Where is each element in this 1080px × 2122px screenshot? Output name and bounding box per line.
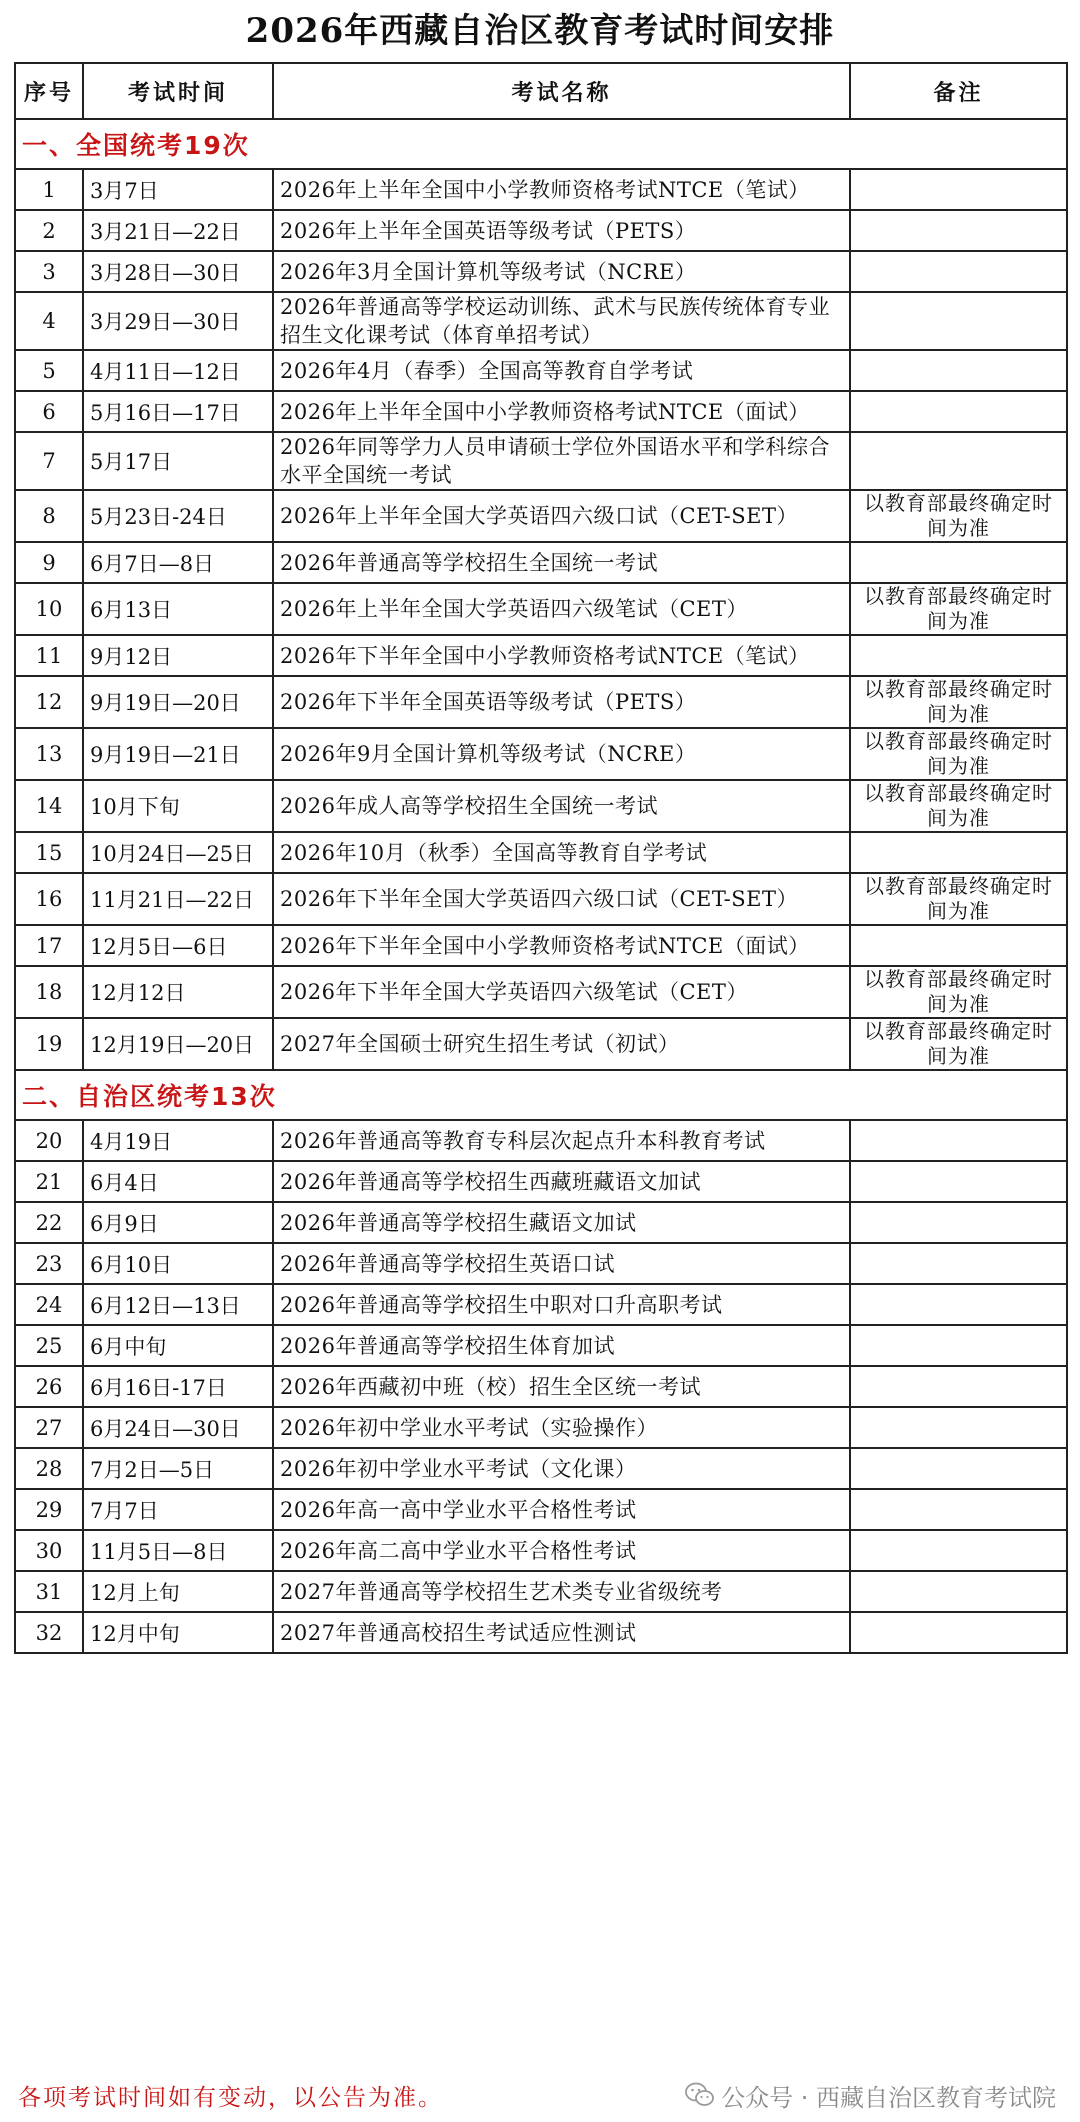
- footer: [14, 2074, 1066, 2116]
- row-no: 11: [15, 635, 83, 676]
- row-date: 12月上旬: [83, 1571, 273, 1612]
- row-note: [850, 251, 1067, 292]
- row-note: [850, 1120, 1067, 1161]
- row-name: 2026年高一高中学业水平合格性考试: [273, 1489, 850, 1530]
- table-row: [15, 350, 1067, 391]
- table-row: [15, 1612, 1067, 1653]
- row-date: 6月12日—13日: [83, 1284, 273, 1325]
- row-note: [850, 1407, 1067, 1448]
- table-row: [15, 1366, 1067, 1407]
- row-no: 21: [15, 1161, 83, 1202]
- row-date: 5月17日: [83, 432, 273, 490]
- row-note: [850, 832, 1067, 873]
- wechat-icon: [685, 2082, 715, 2108]
- row-no: 19: [15, 1018, 83, 1070]
- header-note: 备注: [850, 63, 1067, 119]
- row-no: 18: [15, 966, 83, 1018]
- row-note: [850, 432, 1067, 490]
- row-name: 2026年下半年全国中小学教师资格考试NTCE（笔试）: [273, 635, 850, 676]
- table-row: [15, 1202, 1067, 1243]
- exam-schedule-table: [14, 62, 1068, 1654]
- row-name: 2026年普通高等学校招生英语口试: [273, 1243, 850, 1284]
- table-row: [15, 1530, 1067, 1571]
- row-note: [850, 1530, 1067, 1571]
- row-note: [850, 1284, 1067, 1325]
- row-date: 6月中旬: [83, 1325, 273, 1366]
- row-date: 3月7日: [83, 169, 273, 210]
- row-no: 7: [15, 432, 83, 490]
- row-note: [850, 292, 1067, 350]
- watermark-text: 公众号 · 西藏自治区教育考试院: [721, 2083, 1056, 2112]
- row-date: 6月10日: [83, 1243, 273, 1284]
- section-title: 二、自治区统考13次: [15, 1070, 1067, 1120]
- row-date: 12月19日—20日: [83, 1018, 273, 1070]
- row-name: 2026年普通高等学校运动训练、武术与民族传统体育专业招生文化课考试（体育单招考试）: [273, 292, 850, 350]
- row-date: 3月28日—30日: [83, 251, 273, 292]
- row-note: 以教育部最终确定时间为准: [850, 676, 1067, 728]
- row-name: 2026年上半年全国大学英语四六级笔试（CET）: [273, 583, 850, 635]
- row-date: 4月11日—12日: [83, 350, 273, 391]
- table-header-row: [15, 63, 1067, 119]
- table-row: [15, 780, 1067, 832]
- row-no: 20: [15, 1120, 83, 1161]
- row-no: 13: [15, 728, 83, 780]
- row-name: 2026年初中学业水平考试（文化课）: [273, 1448, 850, 1489]
- row-note: [850, 635, 1067, 676]
- row-no: 6: [15, 391, 83, 432]
- row-date: 12月中旬: [83, 1612, 273, 1653]
- row-no: 3: [15, 251, 83, 292]
- header-date: 考试时间: [83, 63, 273, 119]
- row-date: 6月7日—8日: [83, 542, 273, 583]
- table-row: [15, 832, 1067, 873]
- row-no: 2: [15, 210, 83, 251]
- row-note: [850, 1489, 1067, 1530]
- row-name: 2026年高二高中学业水平合格性考试: [273, 1530, 850, 1571]
- table-row: [15, 873, 1067, 925]
- row-date: 9月19日—21日: [83, 728, 273, 780]
- table-row: [15, 169, 1067, 210]
- row-note: 以教育部最终确定时间为准: [850, 873, 1067, 925]
- row-name: 2026年下半年全国大学英语四六级口试（CET-SET）: [273, 873, 850, 925]
- table-row: [15, 966, 1067, 1018]
- row-note: [850, 1366, 1067, 1407]
- row-note: [850, 1202, 1067, 1243]
- row-name: 2026年上半年全国英语等级考试（PETS）: [273, 210, 850, 251]
- row-no: 32: [15, 1612, 83, 1653]
- row-name: 2026年上半年全国大学英语四六级口试（CET-SET）: [273, 490, 850, 542]
- row-date: 3月21日—22日: [83, 210, 273, 251]
- row-no: 24: [15, 1284, 83, 1325]
- row-name: 2026年3月全国计算机等级考试（NCRE）: [273, 251, 850, 292]
- table-row: [15, 210, 1067, 251]
- row-name: 2026年普通高等学校招生全国统一考试: [273, 542, 850, 583]
- row-no: 15: [15, 832, 83, 873]
- row-note: 以教育部最终确定时间为准: [850, 728, 1067, 780]
- section-header-row: [15, 1070, 1067, 1120]
- row-name: 2026年普通高等学校招生中职对口升高职考试: [273, 1284, 850, 1325]
- row-no: 9: [15, 542, 83, 583]
- table-row: [15, 635, 1067, 676]
- row-name: 2026年上半年全国中小学教师资格考试NTCE（面试）: [273, 391, 850, 432]
- row-note: [850, 169, 1067, 210]
- row-name: 2026年西藏初中班（校）招生全区统一考试: [273, 1366, 850, 1407]
- table-row: [15, 490, 1067, 542]
- row-name: 2026年普通高等教育专科层次起点升本科教育考试: [273, 1120, 850, 1161]
- row-no: 5: [15, 350, 83, 391]
- row-name: 2026年9月全国计算机等级考试（NCRE）: [273, 728, 850, 780]
- row-date: 3月29日—30日: [83, 292, 273, 350]
- row-note: [850, 1161, 1067, 1202]
- row-note: 以教育部最终确定时间为准: [850, 583, 1067, 635]
- row-date: 7月7日: [83, 1489, 273, 1530]
- table-row: [15, 432, 1067, 490]
- row-name: 2026年同等学力人员申请硕士学位外国语水平和学科综合水平全国统一考试: [273, 432, 850, 490]
- table-row: [15, 1448, 1067, 1489]
- table-row: [15, 1571, 1067, 1612]
- row-note: 以教育部最终确定时间为准: [850, 490, 1067, 542]
- row-note: [850, 210, 1067, 251]
- row-date: 12月12日: [83, 966, 273, 1018]
- row-no: 27: [15, 1407, 83, 1448]
- row-note: [850, 1243, 1067, 1284]
- row-name: 2027年普通高校招生考试适应性测试: [273, 1612, 850, 1653]
- row-no: 28: [15, 1448, 83, 1489]
- row-no: 16: [15, 873, 83, 925]
- row-date: 5月16日—17日: [83, 391, 273, 432]
- row-name: 2026年下半年全国中小学教师资格考试NTCE（面试）: [273, 925, 850, 966]
- row-note: [850, 1325, 1067, 1366]
- row-date: 6月4日: [83, 1161, 273, 1202]
- row-note: [850, 1448, 1067, 1489]
- table-row: [15, 391, 1067, 432]
- table-row: [15, 1243, 1067, 1284]
- footer-note: 各项考试时间如有变动，以公告为准。: [18, 2084, 443, 2111]
- row-note: 以教育部最终确定时间为准: [850, 966, 1067, 1018]
- row-date: 11月5日—8日: [83, 1530, 273, 1571]
- table-row: [15, 542, 1067, 583]
- header-no: 序号: [15, 63, 83, 119]
- row-name: 2026年下半年全国大学英语四六级笔试（CET）: [273, 966, 850, 1018]
- row-no: 10: [15, 583, 83, 635]
- row-note: [850, 350, 1067, 391]
- table-row: [15, 251, 1067, 292]
- row-no: 4: [15, 292, 83, 350]
- page-title: 2026年西藏自治区教育考试时间安排: [245, 11, 835, 51]
- row-name: 2026年下半年全国英语等级考试（PETS）: [273, 676, 850, 728]
- row-date: 9月12日: [83, 635, 273, 676]
- row-no: 29: [15, 1489, 83, 1530]
- row-name: 2027年全国硕士研究生招生考试（初试）: [273, 1018, 850, 1070]
- row-no: 31: [15, 1571, 83, 1612]
- table-row: [15, 1018, 1067, 1070]
- row-date: 6月16日-17日: [83, 1366, 273, 1407]
- table-row: [15, 1489, 1067, 1530]
- row-name: 2026年4月（春季）全国高等教育自学考试: [273, 350, 850, 391]
- row-name: 2026年初中学业水平考试（实验操作）: [273, 1407, 850, 1448]
- row-no: 25: [15, 1325, 83, 1366]
- row-note: [850, 925, 1067, 966]
- table-row: [15, 1325, 1067, 1366]
- row-note: [850, 1571, 1067, 1612]
- row-name: 2026年10月（秋季）全国高等教育自学考试: [273, 832, 850, 873]
- row-note: [850, 542, 1067, 583]
- table-row: [15, 925, 1067, 966]
- row-name: 2026年普通高等学校招生西藏班藏语文加试: [273, 1161, 850, 1202]
- section-title: 一、全国统考19次: [15, 119, 1067, 169]
- row-date: 10月下旬: [83, 780, 273, 832]
- section-header-row: [15, 119, 1067, 169]
- row-date: 4月19日: [83, 1120, 273, 1161]
- row-date: 12月5日—6日: [83, 925, 273, 966]
- table-row: [15, 1284, 1067, 1325]
- row-name: 2026年上半年全国中小学教师资格考试NTCE（笔试）: [273, 169, 850, 210]
- watermark: [685, 2078, 1066, 2113]
- row-date: 10月24日—25日: [83, 832, 273, 873]
- table-row: [15, 676, 1067, 728]
- row-no: 12: [15, 676, 83, 728]
- row-no: 22: [15, 1202, 83, 1243]
- row-date: 7月2日—5日: [83, 1448, 273, 1489]
- row-note: 以教育部最终确定时间为准: [850, 1018, 1067, 1070]
- row-no: 1: [15, 169, 83, 210]
- row-note: 以教育部最终确定时间为准: [850, 780, 1067, 832]
- row-date: 9月19日—20日: [83, 676, 273, 728]
- row-date: 6月13日: [83, 583, 273, 635]
- row-date: 6月9日: [83, 1202, 273, 1243]
- header-name: 考试名称: [273, 63, 850, 119]
- row-date: 11月21日—22日: [83, 873, 273, 925]
- row-no: 17: [15, 925, 83, 966]
- table-row: [15, 728, 1067, 780]
- row-no: 23: [15, 1243, 83, 1284]
- row-name: 2027年普通高等学校招生艺术类专业省级统考: [273, 1571, 850, 1612]
- row-note: [850, 391, 1067, 432]
- row-no: 8: [15, 490, 83, 542]
- row-no: 30: [15, 1530, 83, 1571]
- table-row: [15, 583, 1067, 635]
- table-row: [15, 1120, 1067, 1161]
- row-note: [850, 1612, 1067, 1653]
- table-row: [15, 1407, 1067, 1448]
- table-row: [15, 1161, 1067, 1202]
- row-date: 6月24日—30日: [83, 1407, 273, 1448]
- row-name: 2026年普通高等学校招生体育加试: [273, 1325, 850, 1366]
- row-name: 2026年普通高等学校招生藏语文加试: [273, 1202, 850, 1243]
- row-no: 26: [15, 1366, 83, 1407]
- row-no: 14: [15, 780, 83, 832]
- row-name: 2026年成人高等学校招生全国统一考试: [273, 780, 850, 832]
- row-date: 5月23日-24日: [83, 490, 273, 542]
- table-row: [15, 292, 1067, 350]
